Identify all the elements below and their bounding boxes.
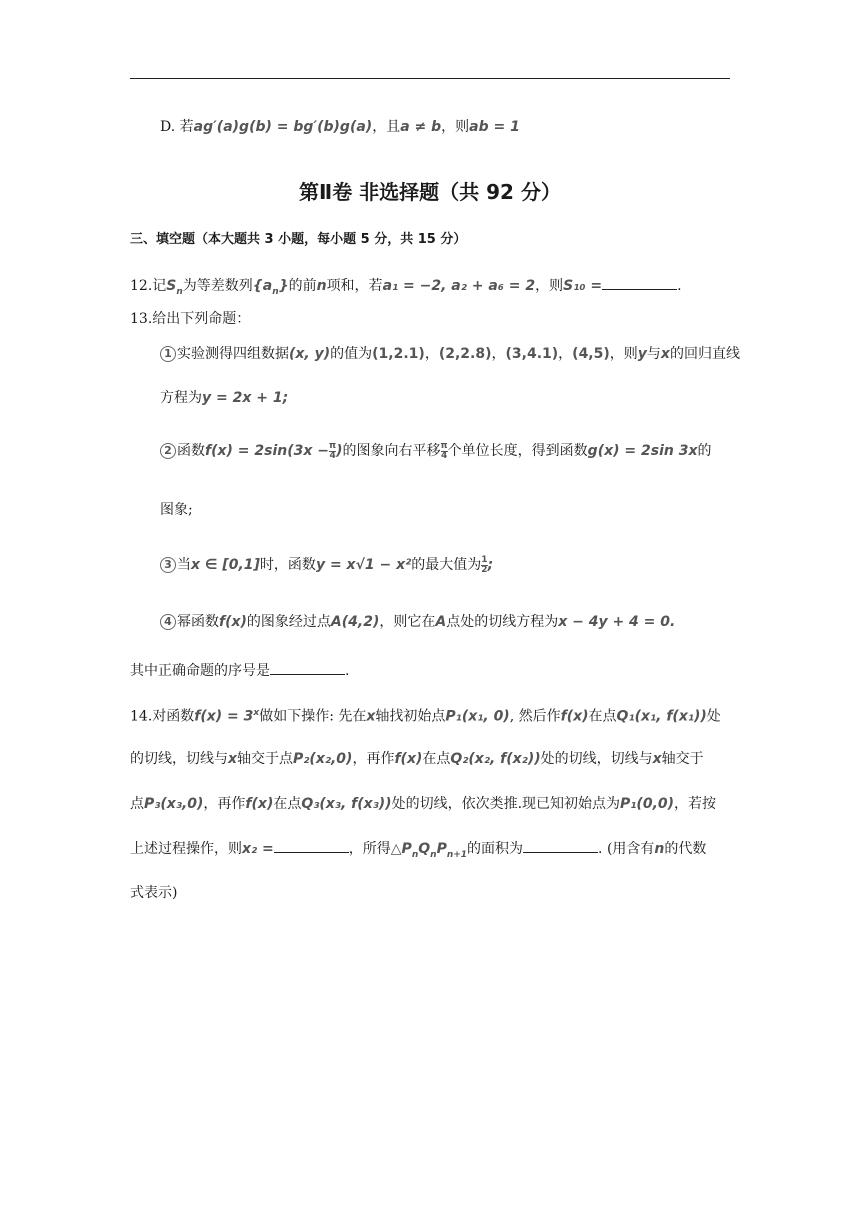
q13-item-1-cont: 方程为y = 2x + 1; xyxy=(160,390,289,406)
question-14-line-3: 点P₃(x₃,0)，再作f(x)在点Q₃(x₃, f(x₃))处的切线，依次类推.现已知初始点为P₁(0,0)，若按 xyxy=(130,796,717,812)
question-14-line-1: 14.对函数$f(x) = 3^x$做如下操作: 先在x轴找初始点P₁(x₁, 0), 然后作f(x)在点Q₁(x₁, f(x₁))处 xyxy=(130,708,721,725)
answer-blank-14b[interactable] xyxy=(523,838,598,853)
section-heading: 三、填空题（本大题共 3 小题，每小题 5 分，共 15 分） xyxy=(130,232,467,247)
answer-blank-12[interactable] xyxy=(602,275,677,290)
question-13-head: 13.给出下列命题： xyxy=(130,311,251,327)
q13-item-3: 3 当x ∈ [0,1]时，函数y = x√1 − x²的最大值为 $\frac{1}{2}$ ; xyxy=(160,555,493,575)
question-12: 12.记$S_n$为等差数列$\{a_n\}$的前n项和，若a₁ = −2, a₂ + a₆ = 2，则S₁₀ = . xyxy=(130,275,682,302)
question-14-line-2: 的切线，切线与x轴交于点P₂(x₂,0)，再作f(x)在点Q₂(x₂, f(x₂))处的切线，切线与x轴交于 xyxy=(130,751,704,767)
q13-item-1: 1 实验测得四组数据(x, y)的值为(1,2.1)，(2,2.8)，(3,4.1)，(4,5)，则y与x的回归直线 xyxy=(160,344,740,364)
q13-item-2: 2 函数f(x) = 2sin(3x − $\frac{\pi}{4}$ )的图象向右平移 $\frac{\pi}{4}$ 个单位长度，得到函数g(x) = 2sin 3x的 xyxy=(160,441,711,461)
question-14-line-5: 式表示) xyxy=(130,885,178,901)
circled-number-1: 1 xyxy=(160,346,176,362)
option-d: D. 若ag′(a)g(b) = bg′(b)g(a)，且a ≠ b，则ab = 1 xyxy=(160,119,520,135)
q13-tail: 其中正确命题的序号是 . xyxy=(130,660,349,681)
circled-number-3: 3 xyxy=(160,557,176,573)
circled-number-2: 2 xyxy=(160,443,176,459)
q13-item-2-cont: 图象; xyxy=(160,502,193,518)
answer-blank-13[interactable] xyxy=(270,660,345,675)
part-title: 第Ⅱ卷 非选择题（共 92 分） xyxy=(299,180,561,204)
question-14-line-4: 上述过程操作，则x₂ = ，所得$\triangle P_nQ_nP_{n+1}$的面积为 . (用含有n的代数 xyxy=(130,838,706,865)
circled-number-4: 4 xyxy=(160,614,176,630)
header-rule xyxy=(130,78,730,79)
answer-blank-14a[interactable] xyxy=(274,838,349,853)
q13-item-4: 4 幂函数f(x)的图象经过点A(4,2)，则它在A点处的切线方程为x − 4y + 4 = 0. xyxy=(160,612,675,632)
